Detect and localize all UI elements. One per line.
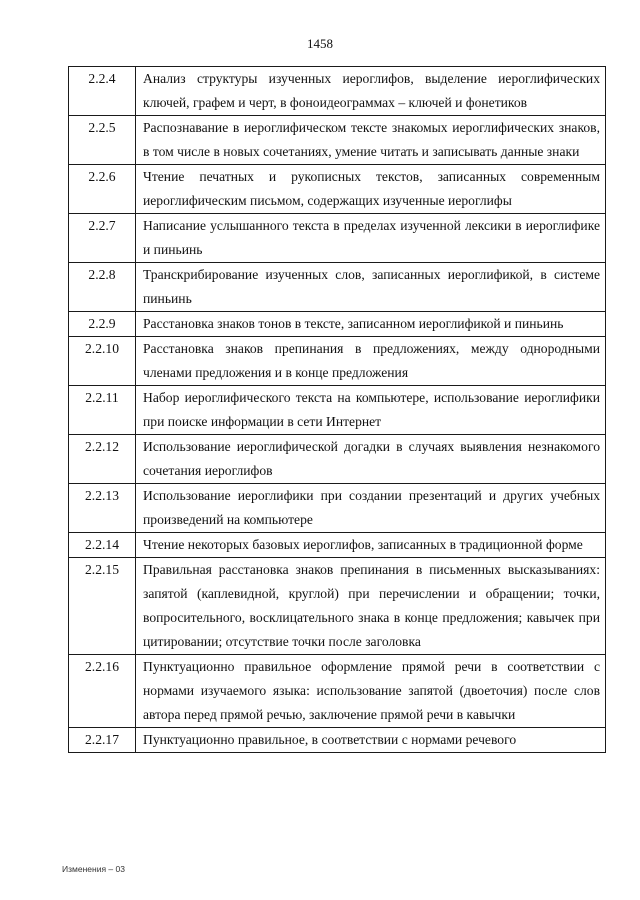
row-number: 2.2.16	[69, 655, 136, 728]
row-text: Анализ структуры изученных иероглифов, выделение иероглифических ключей, графем и черт, в фоноидеограммах – ключей и фонетиков	[136, 67, 606, 116]
table-row	[69, 165, 606, 214]
row-text: Пунктуационно правильное оформление прямой речи в соответствии с нормами изучаемого языка: использование запятой (двоеточия) после слов автора перед прямой речью, заключение прямой речи в кавычки	[136, 655, 606, 728]
footer-note: Изменения – 03	[62, 864, 125, 874]
row-number: 2.2.13	[69, 484, 136, 533]
row-number: 2.2.15	[69, 558, 136, 655]
table-row	[69, 533, 606, 558]
row-text: Набор иероглифического текста на компьютере, использование иероглифики при поиске информации в сети Интернет	[136, 386, 606, 435]
table-row	[69, 435, 606, 484]
row-text: Чтение некоторых базовых иероглифов, записанных в традиционной форме	[136, 533, 606, 558]
row-text: Транскрибирование изученных слов, записанных иероглификой, в системе пиньинь	[136, 263, 606, 312]
table-row	[69, 655, 606, 728]
row-number: 2.2.14	[69, 533, 136, 558]
table-row	[69, 116, 606, 165]
table-row	[69, 263, 606, 312]
table-row	[69, 728, 606, 753]
row-text: Чтение печатных и рукописных текстов, записанных современным иероглифическим письмом, содержащих изученные иероглифы	[136, 165, 606, 214]
row-number: 2.2.11	[69, 386, 136, 435]
row-number: 2.2.17	[69, 728, 136, 753]
row-text: Написание услышанного текста в пределах изученной лексики в иероглифике и пиньинь	[136, 214, 606, 263]
table-row	[69, 386, 606, 435]
table-row	[69, 337, 606, 386]
row-text: Использование иероглифики при создании презентаций и других учебных произведений на компьютере	[136, 484, 606, 533]
table-row	[69, 67, 606, 116]
table-row	[69, 558, 606, 655]
table-body	[69, 67, 606, 753]
table-row	[69, 484, 606, 533]
requirements-table	[68, 66, 606, 753]
row-text: Использование иероглифической догадки в случаях выявления незнакомого сочетания иероглифов	[136, 435, 606, 484]
row-number: 2.2.6	[69, 165, 136, 214]
row-text: Расстановка знаков тонов в тексте, записанном иероглификой и пиньинь	[136, 312, 606, 337]
row-number: 2.2.7	[69, 214, 136, 263]
row-number: 2.2.5	[69, 116, 136, 165]
row-number: 2.2.4	[69, 67, 136, 116]
row-text: Распознавание в иероглифическом тексте знакомых иероглифических знаков, в том числе в новых сочетаниях, умение читать и записывать данные знаки	[136, 116, 606, 165]
table-row	[69, 312, 606, 337]
row-number: 2.2.12	[69, 435, 136, 484]
row-number: 2.2.10	[69, 337, 136, 386]
row-number: 2.2.8	[69, 263, 136, 312]
row-number: 2.2.9	[69, 312, 136, 337]
page-number: 1458	[307, 36, 333, 51]
row-text: Пунктуационно правильное, в соответствии с нормами речевого	[136, 728, 606, 753]
row-text: Правильная расстановка знаков препинания в письменных высказываниях: запятой (каплевидной, круглой) при перечислении и обращении; точки, вопросительного, восклицательного знака в конце предложения; кавычек при цитировании; отсутствие точки после заголовка	[136, 558, 606, 655]
table-row	[69, 214, 606, 263]
row-text: Расстановка знаков препинания в предложениях, между однородными членами предложения и в конце предложения	[136, 337, 606, 386]
